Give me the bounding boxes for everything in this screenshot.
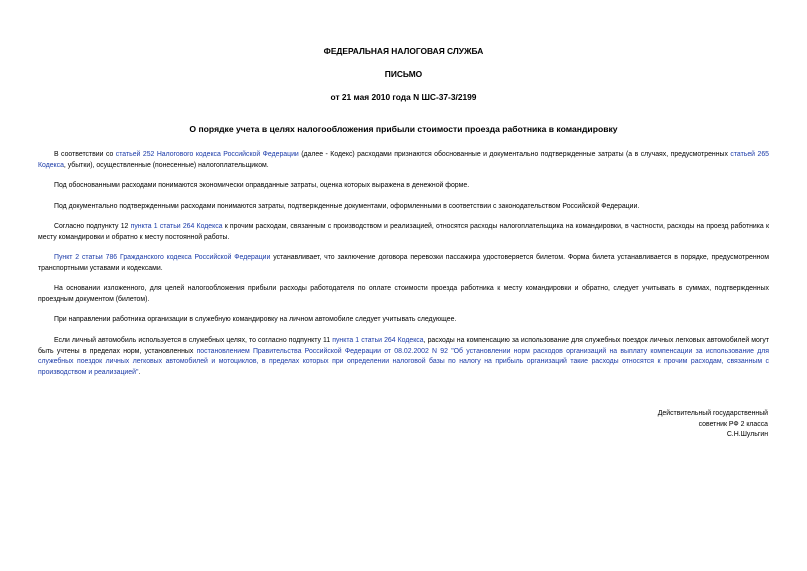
paragraph-4 xyxy=(38,222,769,243)
paragraph-3: Под документально подтвержденными расходами понимаются затраты, подтвержденные документами, оформленными в соответствии с законодательством Российской Федерации. xyxy=(54,203,640,210)
agency-heading: ФЕДЕРАЛЬНАЯ НАЛОГОВАЯ СЛУЖБА xyxy=(323,46,484,56)
doc-date-number: от 21 мая 2010 года N ШС-37-3/2199 xyxy=(330,92,477,102)
link-article-252[interactable]: статьей 252 Налогового кодекса Российской Федерации xyxy=(115,151,299,158)
link-article-264-p1-b[interactable]: пункта 1 статьи 264 Кодекса xyxy=(332,337,424,344)
signature-block xyxy=(548,409,768,441)
paragraph-5-text-1: устанавливает, что заключение договора перевозки пассажира удостоверяется билетом. Форма билета устанавливается в порядке, предусмотренном транспортными уставами и кодексами. xyxy=(38,254,769,272)
signature-name: С.Н.Шульгин xyxy=(726,431,768,438)
paragraph-8-text-1: Если личный автомобиль используется в служебных целях, то согласно подпункту 11 xyxy=(54,337,333,344)
paragraph-1 xyxy=(38,150,769,171)
link-government-resolution-92[interactable]: постановлением Правительства Российской Федерации от 08.02.2002 N 92 "Об установлении норм расходов организаций на выплату компенсации за использование для служебных поездок личных легковых автомобилей и мотоциклов, в пределах которых при определении налоговой базы по налогу на прибыль организаций такие расходы относятся к прочим расходам, связанным с производством и реализацией" xyxy=(38,347,769,376)
paragraph-6: На основании изложенного, для целей налогообложения прибыли расходы работодателя по оплате стоимости проезда работника к месту командировки и обратно, следует учитывать в суммах, подтвержденных проездным документом (билетом). xyxy=(38,285,769,303)
paragraph-8 xyxy=(38,336,769,378)
paragraph-7: При направлении работника организации в служебную командировку на личном автомобиле следует учитывать следующее. xyxy=(54,316,457,323)
link-article-264-p1[interactable]: пункта 1 статьи 264 Кодекса xyxy=(130,223,223,230)
paragraph-4-text-1: Согласно подпункту 12 xyxy=(54,223,131,230)
signature-position-line-2: советник РФ 2 класса xyxy=(698,420,768,428)
paragraph-1-text-2: (далее - Кодекс) расходами признаются обоснованные и документально подтвержденные затраты (а в случаях, предусмотренных xyxy=(298,151,731,158)
paragraph-8-text-3: . xyxy=(138,368,141,376)
doc-title: О порядке учета в целях налогообложения прибыли стоимости проезда работника в командировку xyxy=(189,124,618,134)
link-civil-code-786[interactable]: Пункт 2 статьи 786 Гражданского кодекса Российской Федерации xyxy=(54,254,271,261)
signature-position-line-1: Действительный государственный xyxy=(657,410,768,417)
paragraph-4-text-2: к прочим расходам, связанным с производством и реализацией, относятся расходы налогоплательщика на командировки, в частности, расходы на проезд работника к месту командировки и обратно к месту постоянной работы. xyxy=(38,223,769,241)
doc-type-heading: ПИСЬМО xyxy=(384,69,423,79)
paragraph-2: Под обоснованными расходами понимаются экономически оправданные затраты, оценка которых выражена в денежной форме. xyxy=(54,182,470,189)
paragraph-8-text-2: , расходы на компенсацию за использование для служебных поездок личных легковых автомобилей могут быть учтены в пределах норм, установленных xyxy=(38,337,769,355)
link-article-265[interactable]: статьей 265 Кодекса xyxy=(38,151,769,169)
paragraph-5 xyxy=(38,253,769,274)
paragraph-1-text-3: , убытки), осуществленные (понесенные) налогоплательщиком. xyxy=(63,161,269,169)
paragraph-1-text-1: В соответствии со xyxy=(54,151,116,158)
